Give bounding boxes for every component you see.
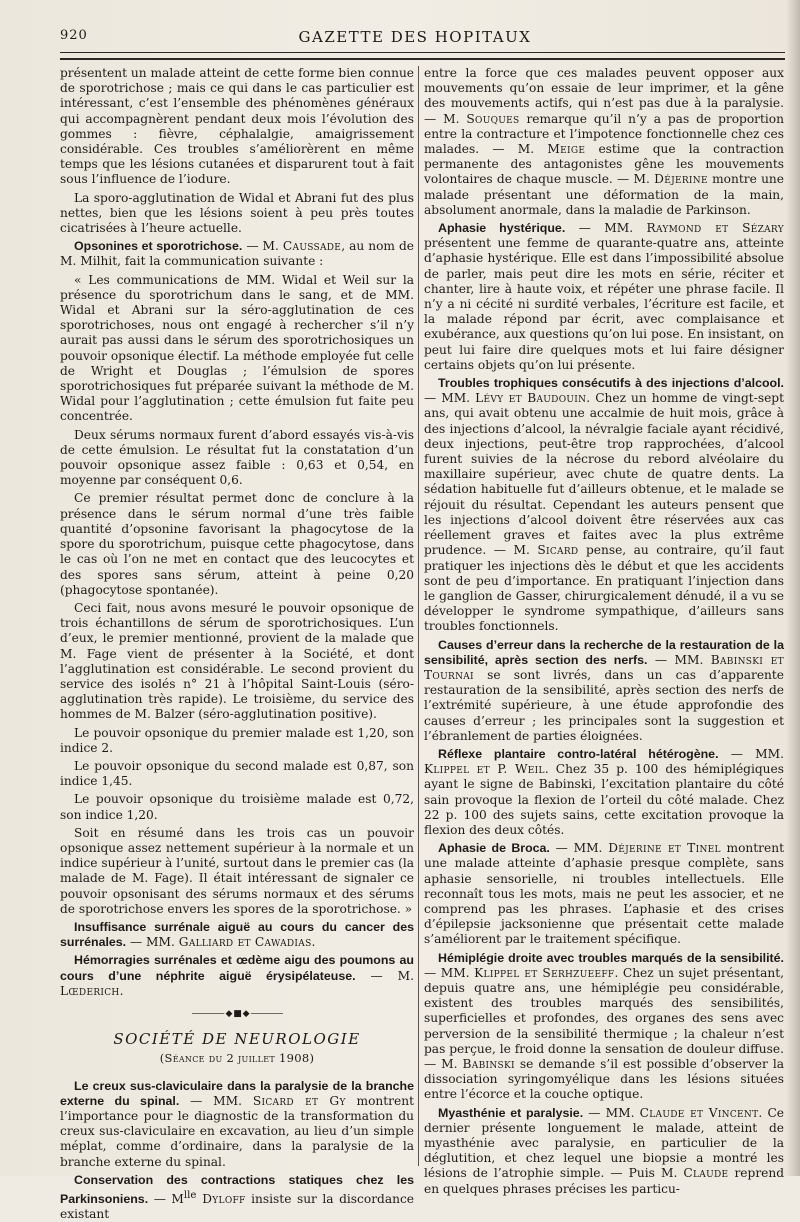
article-aphasie-hysterique: Aphasie hystérique. — MM. Raymond et Sézary présentent une femme de quarante-quatre ans, atteinte d’aphasie hystérique. Elle est dans l’impossibilité absolue de parler, mais peut dire les mots en série, réciter et chanter, lire à haute voix, et répéter une phrase facile. Il n’y a ni cécité ni surdité verbales, l’écriture est facile, et la malade répond par écrit, avec complaisance et exubérance, aux questions qu’on lui pose. En insistant, on peut lui faire dire quelques mots et lui faire désigner certains objets qu’on lui présente. [424, 221, 784, 372]
article-heading: Hémiplégie droite avec troubles marqués de la sensibilité. [438, 950, 784, 965]
paragraph: Soit en résumé dans les trois cas un pouvoir opsonique assez nettement supérieur à la normale et un indice supérieur à l’unité, surtout dans le premier cas (la malade de M. Fage). Il était intéressant de signaler ce pouvoir opsonisant des sérums normaux et des sérums de sporotrichose envers les spores de la sporotrichose. » [60, 825, 414, 916]
society-title: SOCIÉTÉ DE NEUROLOGIE [113, 1030, 361, 1049]
author-name: Dyloff [196, 1192, 246, 1207]
author-name: Meige [547, 142, 586, 157]
paragraph: La sporo-agglutination de Widal et Abrani fut des plus nettes, bien que les lésions soient à peu près toutes cicatrisées à l’heure actuelle. [60, 190, 414, 236]
article-heading: Causes d’erreur dans la recherche de la restauration de la sensibilité, après section des nerfs. [424, 637, 784, 667]
paragraph: Deux sérums normaux furent d’abord essayés vis-à-vis de cette émulsion. Le résultat fut la constatation d’un pouvoir opsonique assez faible : 0,63 et 0,54, en moyenne par conséquent 0,6. [60, 427, 414, 488]
author-name: Souques [466, 111, 520, 126]
article-creux: Le creux sus-claviculaire dans la paralysie de la branche externe du spinal. — MM. Sicard et Gy montrent l’importance pour le diagnostic de la transformation du creux sus-claviculaire en excavation, au lieu d’un simple méplat, comme d’ordinaire, dans la paralysie de la branche externe du spinal. [60, 1078, 414, 1169]
author-name: Babinski [462, 1057, 515, 1071]
ornament-divider: ———— ◆ ■ ◆ ———— [191, 1008, 283, 1019]
author-name: Klippel et Serhzueeff [474, 965, 615, 980]
author-name: Galliard et Cawadias [178, 935, 312, 950]
header-rule [60, 52, 785, 53]
author-name: Claude [683, 1166, 729, 1181]
paragraph: entre la force que ces malades peuvent opposer aux mouvements qu’on essaie de leur imprimer, et la gêne des mouvements actifs, qui n’est pas due à la paralysie. — M. Souques remarque qu’il n’y a pas de proportion entre la contracture et l’impotence fonctionnelle chez ces malades. — M. Meige estime que la contraction permanente des antagonistes gêne les mouvements volontaires de chaque muscle. — M. Déjerine montre une malade présentant une déformation de la main, absolument anormale, dans la maladie de Parkinson. [424, 66, 784, 217]
author-name: Claude et Vincent [639, 1105, 759, 1120]
article-heading: Aphasie hystérique. [438, 221, 566, 236]
article-causes-erreur: Causes d’erreur dans la recherche de la restauration de la sensibilité, après section des nerfs. — MM. Babinski et Tournai se sont livrés, dans un cas d’apparente restauration de la sensibilité, après section des nerfs de l’extrémité supérieure, à une étude approfondie des causes d’erreur ; les principales sont la suggestion et l’ébranlement de parties éloignées. [424, 637, 784, 743]
article-heading: Conservation des contractions statiques chez les Parkinsoniens. [60, 1172, 414, 1207]
paragraph: présentent un malade atteint de cette forme bien connue de sporotrichose ; mais ce qui dans le cas particulier est intéressant, c’est l’ensemble des phénomènes généraux qui accompagnèrent pendant deux mois l’évolution des gommes : fièvre, céphalalgie, amaigrissement considérable. Ces troubles s’améliorèrent en même temps que les lésions cutanées et disparurent tout à fait sous l’influence de l’iodure. [60, 66, 414, 187]
right-column [424, 66, 785, 1196]
paragraph: Ce premier résultat permet donc de conclure à la présence dans le sérum normal d’une très faible quantité d’opsonine favorisant la phagocytose de la spore du sporotrichum, puisque cette phagocytose, dans le cas où l’on ne met en contact que des leucocytes et des spores sans sérum, atteint à peine 0,20 (phagocytose spontanée). [60, 491, 414, 597]
page-number: 920 [60, 28, 88, 43]
author-name: Lœderich [60, 983, 120, 998]
paragraph: Ceci fait, nous avons mesuré le pouvoir opsonique de trois échantillons de sérum de sporotrichosiques. L’un d’eux, le premier mentionné, provient de la malade que M. Fage vient de présenter à la Société, et dont l’agglutination est considérable. Le second provient du service des isolés n° 21 à l’hôpital Saint-Louis (séro-agglutination très rapide). Le troisième, du service des hommes de M. Balzer (séro-agglutination positive). [60, 600, 414, 722]
article-heading: Insuffisance surrénale aiguë au cours du cancer des surrénales. [60, 919, 414, 950]
paragraph: Le pouvoir opsonique du second malade est 0,87, son indice 1,45. [60, 758, 414, 789]
article-heading: Opsonines et sporotrichose. [74, 239, 243, 254]
article-reflexe-plantaire: Réflexe plantaire contro-latéral hétérogène. — MM. Klippel et P. Weil. Chez 35 p. 100 des hémiplégiques ayant le signe de Babinski, l’excitation plantaire du côté sain provoque la flexion de l’orteil du côté malade. Chez 22 p. 100 des sujets sains, cette excitation provoque la flexion des deux côtés. [424, 746, 784, 837]
author-name: Caussade [282, 239, 342, 254]
article-troubles-trophiques: Troubles trophiques consécutifs à des injections d’alcool. — MM. Lévy et Baudouin. Chez un homme de vingt-sept ans, qui avait obtenu une accalmie de huit mois, grâce à des injections d’alcool, la névralgie faciale ayant récidivé, deux injections, peut-être trop rapprochées, d’alcool furent suivies de la nécrose du rebord alvéolaire du maxillaire supérieur, avec chute de quatre dents. La sédation habituelle fut d’ailleurs obtenue, et le malade se réjouit du résultat. Cependant les auteurs pensent que les injections d’alcool doivent être réservées aux cas réellement graves et faites avec la plus extrême prudence. — M. Sicard pense, au contraire, qu’il faut pratiquer les injections dès le début et que les accidents sont de peu d’importance. En pratiquant l’injection dans le ganglion de Gasser, chirurgicalement dénudé, il a vu se développer le syndrome sympathique, d’ailleurs sans troubles fonctionnels. [424, 376, 784, 634]
author-name: Babinski et Tournai [424, 652, 784, 682]
author-name: Déjerine et Tinel [608, 841, 721, 856]
article-myasthenie: Myasthénie et paralysie. — MM. Claude et Vincent. Ce dernier présente longuement le malade, atteint de myasthénie avec paralysie, en particulier de la déglutition, et chez lequel une biopsie a montré les lésions de l’atrophie simple. — Puis M. Claude reprend en quelques phrases précises les particu- [424, 1105, 785, 1196]
article-heading: Le creux sus-claviculaire dans la paralysie de la branche externe du spinal. [60, 1078, 414, 1108]
article-aphasie-broca: Aphasie de Broca. — MM. Déjerine et Tinel montrent une malade atteinte d’aphasie presque complète, sans aphasie sensorielle, ni troubles intellectuels. Elle reconnaît tous les mots, mais ne peut les associer, et ne comprend pas les phrases. L’aphasie et des crises d’épilepsie jacksonienne que présentait cette malade s’améliorent par le traitement spécifique. [424, 841, 784, 947]
article-heading: Hémorragies surrénales et œdème aigu des poumons au cours d’une néphrite aiguë érysipélateuse. [60, 953, 414, 983]
column-separator [418, 66, 419, 1166]
page-edge-shadow [786, 0, 800, 1176]
author-name: Déjerine [654, 172, 708, 187]
article-heading: Troubles trophiques consécutifs à des injections d’alcool. [438, 376, 784, 391]
author-name: Sicard [537, 543, 579, 558]
author-name: Klippel et P. Weil [424, 762, 545, 777]
journal-title: GAZETTE DES HOPITAUX [298, 28, 532, 46]
header-rule-thick [60, 58, 785, 60]
author-name: Lévy et Baudouin [475, 391, 587, 406]
running-head [60, 28, 770, 54]
article-conservation: Conservation des contractions statiques chez les Parkinsoniens. — $M^{lle}$ Dyloff insiste sur la discordance existant [60, 1172, 414, 1222]
author-name: Raymond et Sézary [646, 221, 784, 236]
article-hemorragies: Hémorragies surrénales et œdème aigu des poumons au cours d’une néphrite aiguë érysipélateuse. — M. Lœderich. [60, 953, 414, 998]
article-heading: Aphasie de Broca. [438, 841, 550, 856]
article-heading: Réflexe plantaire contro-latéral hétérogène. [438, 746, 719, 761]
article-opsonines: Opsonines et sporotrichose. — M. Caussade, au nom de M. Milhit, fait la communication suivante : [60, 239, 414, 269]
society-session: (Séance du 2 juillet 1908) [159, 1051, 315, 1066]
left-column [60, 66, 414, 1222]
paragraph: Le pouvoir opsonique du premier malade est 1,20, son indice 2. [60, 725, 414, 755]
article-hemiplegie: Hémiplégie droite avec troubles marqués de la sensibilité. — MM. Klippel et Serhzueeff. Chez un sujet présentant, depuis quatre ans, une hémiplégie peu considérable, existent des troubles marqués des sensibilités, superficielles et profondes, des organes des sens avec perversion de la sensibilité thermique ; la chaleur n’est pas perçue, le froid donne la sensation de douleur diffuse. — M. Babinski se demande s’il est possible d’observer la dissociation syringomyélique dans les lésions situées entre l’écorce et la couche optique. [424, 950, 784, 1102]
paragraph: « Les communications de MM. Widal et Weil sur la présence du sporotrichum dans le sang, et de MM. Widal et Abrani sur la séro-agglutination de ces sporotrichoses, nous ont engagé à rechercher s’il n’y aurait pas aussi dans le sérum des sporotrichosiques un pouvoir opsonique électif. La méthode employée fut celle de Wright et Douglas ; l’émulsion de spores sporotrichosiques fut préparée suivant la méthode de M. Widal pour l’agglutination ; cette émulsion fut faite peu concentrée. [60, 272, 414, 424]
article-heading: Myasthénie et paralysie. [438, 1105, 584, 1120]
paragraph: Le pouvoir opsonique du troisième malade est 0,72, son indice 1,20. [60, 792, 414, 822]
article-insuffisance: Insuffisance surrénale aiguë au cours du cancer des surrénales. — MM. Galliard et Cawadias. [60, 919, 414, 950]
author-name: Sicard et Gy [252, 1093, 346, 1108]
